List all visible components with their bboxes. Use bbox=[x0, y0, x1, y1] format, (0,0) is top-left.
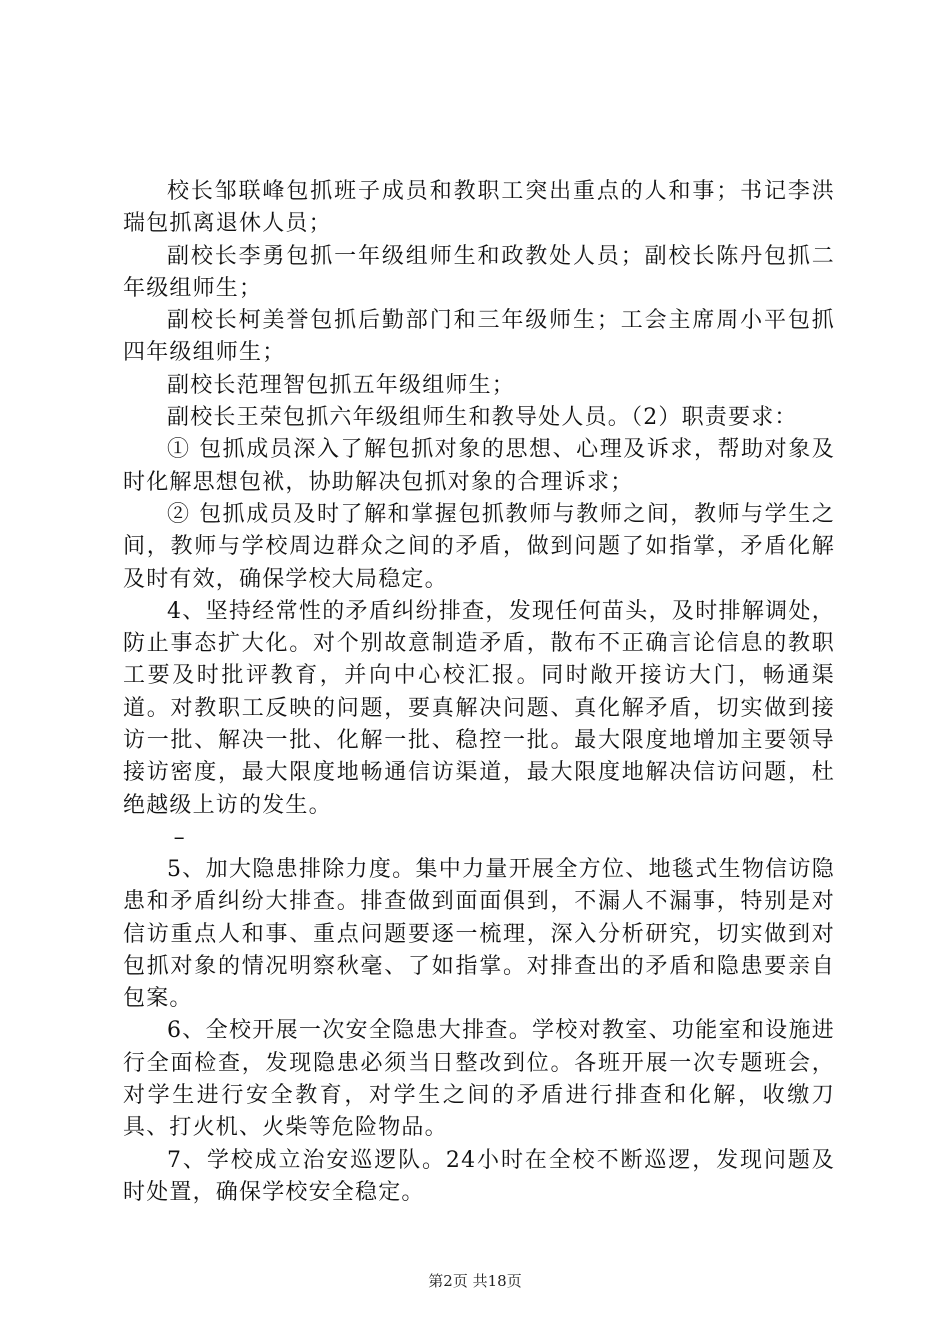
paragraph-requirement-2: ② 包抓成员及时了解和掌握包抓教师与教师之间，教师与学生之间，教师与学校周边群众之间的矛盾，做到问题了如指掌，矛盾化解及时有效，确保学校大局稳定。 bbox=[123, 501, 835, 592]
paragraph-vice-principal-li: 副校长李勇包抓一年级组师生和政教处人员；副校长陈丹包抓二年级组师生； bbox=[123, 243, 835, 301]
paragraph-vice-principal-wang: 副校长王荣包抓六年级组师生和教导处人员。（2）职责要求： bbox=[167, 405, 798, 431]
paragraph-item-7: 7、学校成立治安巡逻队。24小时在全校不断巡逻，发现问题及时处置，确保学校安全稳定。 bbox=[123, 1147, 835, 1205]
paragraph-vice-principal-ke: 副校长柯美誉包抓后勤部门和三年级师生；工会主席周小平包抓四年级组师生； bbox=[123, 308, 835, 366]
paragraph-vice-principal-fan: 副校长范理智包抓五年级组师生； bbox=[167, 372, 516, 398]
paragraph-dash-mark: – bbox=[173, 824, 186, 850]
paragraph-item-4: 4、坚持经常性的矛盾纠纷排查，发现任何苗头，及时排解调处，防止事态扩大化。对个别故意制造矛盾，散布不正确言论信息的教职工要及时批评教育，并向中心校汇报。同时敞开接访大门，畅通渠道。对教职工反映的问题，要真解决问题、真化解矛盾，切实做到接访一批、解决一批、化解一批、稳控一批。最大限度地增加主要领导接访密度，最大限度地畅通信访渠道，最大限度地解决信访问题，杜绝越级上访的发生。 bbox=[123, 598, 835, 818]
paragraph-item-5: 5、加大隐患排除力度。集中力量开展全方位、地毯式生物信访隐患和矛盾纠纷大排查。排查做到面面俱到，不漏人不漏事，特别是对信访重点人和事、重点问题要逐一梳理，深入分析研究，切实做到对包抓对象的情况明察秋毫、了如指掌。对排查出的矛盾和隐患要亲自包案。 bbox=[123, 856, 835, 1012]
document-body bbox=[123, 176, 835, 1209]
paragraph-principal-duties: 校长邹联峰包抓班子成员和教职工突出重点的人和事；书记李洪瑞包抓离退休人员； bbox=[123, 179, 835, 237]
paragraph-item-6: 6、全校开展一次安全隐患大排查。学校对教室、功能室和设施进行全面检查，发现隐患必须当日整改到位。各班开展一次专题班会，对学生进行安全教育，对学生之间的矛盾进行排查和化解，收缴刀具、打火机、火柴等危险物品。 bbox=[123, 1018, 835, 1141]
paragraph-requirement-1: ① 包抓成员深入了解包抓对象的思想、心理及诉求，帮助对象及时化解思想包袱，协助解决包抓对象的合理诉求； bbox=[123, 437, 835, 495]
page-number-footer: 第2页 共18页 bbox=[428, 1272, 522, 1290]
